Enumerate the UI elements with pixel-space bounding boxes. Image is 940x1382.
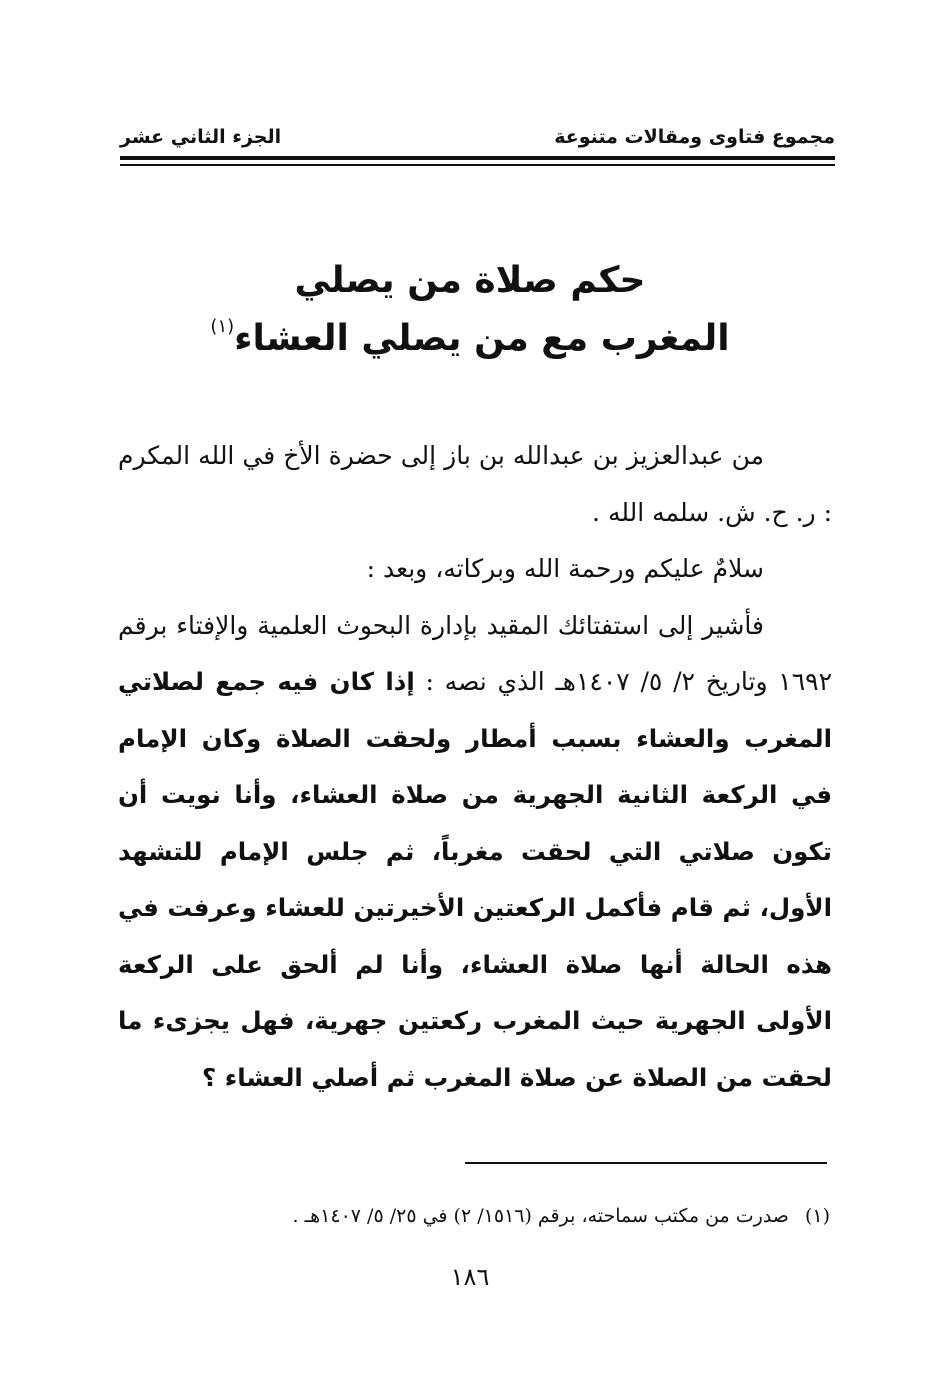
series-title: مجموع فتاوى ومقالات متنوعة	[554, 126, 835, 148]
header-rule-thin	[120, 164, 835, 166]
question-paragraph	[118, 598, 832, 1107]
greeting-paragraph: سلامٌ عليكم ورحمة الله وبركاته، وبعد :	[366, 554, 764, 583]
page-number: ١٨٦	[450, 1263, 490, 1291]
title-line-2	[100, 310, 840, 368]
header-rule-thick	[120, 156, 835, 160]
title-line-2-text: المغرب مع من يصلي العشاء	[234, 318, 730, 359]
title-footnote-marker: (١)	[210, 316, 235, 337]
footnote-separator	[465, 1162, 827, 1164]
footnote-number: (١)	[804, 1205, 830, 1227]
article-title	[100, 252, 840, 368]
footnote-text: صدرت من مكتب سماحته، برقم (١٥١٦/ ٢) في ٢٥/ ٥/ ١٤٠٧هـ .	[292, 1205, 789, 1227]
volume-label: الجزء الثاني عشر	[120, 126, 282, 148]
running-header	[120, 120, 835, 154]
question-text: إذا كان فيه جمع لصلاتي المغرب والعشاء بسبب أمطار ولحقت الصلاة وكان الإمام في الركعة الثانية الجهرية من صلاة العشاء، وأنا نويت أن تكون صلاتي التي لحقت مغرباً، ثم جلس الإمام للتشهد الأول، ثم قام فأكمل الركعتين الأخيرتين للعشاء وعرفت في هذه الحالة أنها صلاة العشاء، وأنا لم ألحق على الركعة الأولى الجهرية حيث المغرب ركعتين جهرية، فهل يجزىء ما لحقت من الصلاة عن صلاة المغرب ثم أصلي العشاء ؟	[118, 667, 832, 1092]
title-line-1: حكم صلاة من يصلي	[294, 260, 646, 301]
footnote	[110, 1200, 830, 1232]
question-intro: فأشير إلى استفتائك المقيد بإدارة البحوث العلمية والإفتاء برقم ١٦٩٢ وتاريخ ٢/ ٥/ ١٤٠٧هـ الذي نصه :	[118, 610, 833, 696]
article-body	[118, 428, 832, 1106]
opening-paragraph: من عبدالعزيز بن عبدالله بن باز إلى حضرة الأخ في الله المكرم : ر. ح. ش. سلمه الله .	[118, 441, 832, 527]
